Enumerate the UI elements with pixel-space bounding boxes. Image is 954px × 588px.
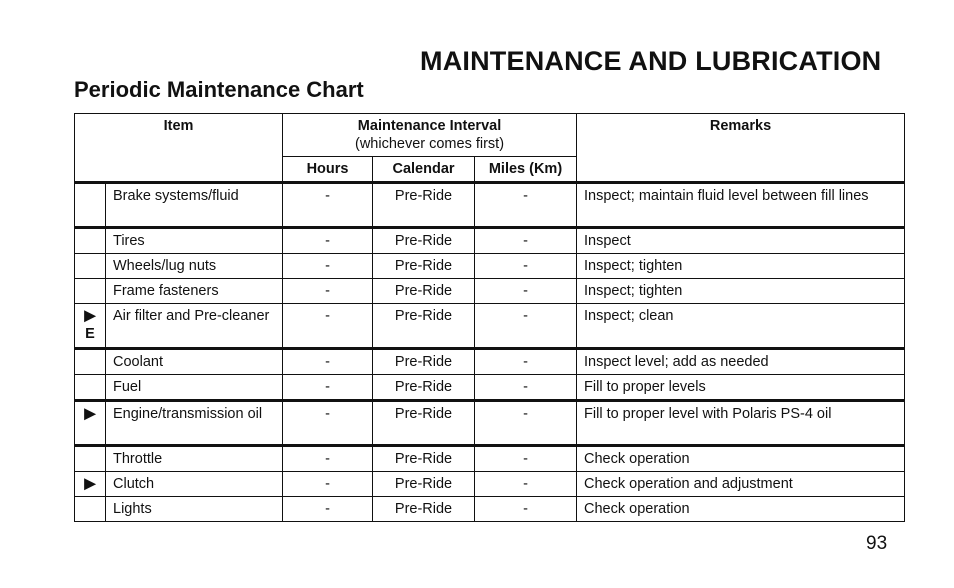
table-row: [75, 304, 905, 349]
table-row: [75, 401, 905, 446]
row-miles: -: [475, 279, 577, 304]
row-item: Throttle: [106, 446, 283, 472]
row-marker: [75, 228, 106, 254]
row-miles: -: [475, 183, 577, 228]
row-remarks: Inspect; clean: [577, 304, 905, 349]
row-miles: -: [475, 446, 577, 472]
row-calendar: Pre-Ride: [373, 304, 475, 349]
row-calendar: Pre-Ride: [373, 183, 475, 228]
row-remarks: Inspect; maintain fluid level between fill lines: [577, 183, 905, 228]
page-number: 93: [866, 533, 888, 554]
header-interval-note: (whichever comes first): [354, 136, 505, 152]
row-calendar: Pre-Ride: [373, 401, 475, 446]
row-item: Air filter and Pre-cleaner: [106, 304, 283, 349]
row-hours: -: [283, 183, 373, 228]
row-item: Tires: [106, 228, 283, 254]
row-hours: -: [283, 228, 373, 254]
e-marker: E: [85, 326, 95, 342]
row-remarks: Inspect; tighten: [577, 279, 905, 304]
row-remarks: Inspect: [577, 228, 905, 254]
row-miles: -: [475, 472, 577, 497]
row-hours: -: [283, 279, 373, 304]
row-calendar: Pre-Ride: [373, 375, 475, 401]
row-item: Frame fasteners: [106, 279, 283, 304]
header-interval-label: Maintenance Interval: [357, 118, 502, 134]
row-hours: -: [283, 349, 373, 375]
row-miles: -: [475, 349, 577, 375]
table-row: [75, 446, 905, 472]
row-miles: -: [475, 304, 577, 349]
table-row: [75, 472, 905, 497]
row-hours: -: [283, 304, 373, 349]
row-remarks: Inspect level; add as needed: [577, 349, 905, 375]
arrow-marker-icon: ▶: [84, 476, 96, 492]
table-row: [75, 254, 905, 279]
row-remarks: Check operation: [577, 446, 905, 472]
row-marker: [75, 254, 106, 279]
row-calendar: Pre-Ride: [373, 349, 475, 375]
row-item: Lights: [106, 497, 283, 522]
section-title: MAINTENANCE AND LUBRICATION: [420, 46, 882, 76]
table-row: [75, 349, 905, 375]
row-remarks: Fill to proper level with Polaris PS-4 oil: [577, 401, 905, 446]
header-hours: Hours: [283, 157, 373, 183]
row-remarks: Fill to proper levels: [577, 375, 905, 401]
row-hours: -: [283, 446, 373, 472]
row-item: Clutch: [106, 472, 283, 497]
table-row: [75, 183, 905, 228]
table-row: [75, 497, 905, 522]
chart-title: Periodic Maintenance Chart: [74, 77, 364, 102]
row-item: Coolant: [106, 349, 283, 375]
row-miles: -: [475, 497, 577, 522]
header-interval: [283, 114, 577, 157]
row-remarks: Check operation: [577, 497, 905, 522]
row-calendar: Pre-Ride: [373, 279, 475, 304]
row-marker: [75, 375, 106, 401]
row-calendar: Pre-Ride: [373, 228, 475, 254]
maintenance-table: [74, 113, 905, 522]
row-calendar: Pre-Ride: [373, 254, 475, 279]
arrow-marker-icon: ▶: [84, 406, 96, 422]
row-marker: [75, 349, 106, 375]
header-item: Item: [75, 114, 283, 183]
row-item: Fuel: [106, 375, 283, 401]
row-hours: -: [283, 375, 373, 401]
row-miles: -: [475, 228, 577, 254]
row-item: Wheels/lug nuts: [106, 254, 283, 279]
row-hours: -: [283, 254, 373, 279]
row-marker: [75, 183, 106, 228]
table-row: [75, 279, 905, 304]
row-marker: [75, 279, 106, 304]
row-marker: [75, 472, 106, 497]
row-marker: [75, 401, 106, 446]
row-calendar: Pre-Ride: [373, 472, 475, 497]
row-hours: -: [283, 497, 373, 522]
row-hours: -: [283, 401, 373, 446]
header-miles: Miles (Km): [475, 157, 577, 183]
row-marker: [75, 304, 106, 349]
table-row: [75, 228, 905, 254]
row-remarks: Inspect; tighten: [577, 254, 905, 279]
header-calendar: Calendar: [373, 157, 475, 183]
arrow-marker-icon: ▶: [84, 308, 96, 324]
row-calendar: Pre-Ride: [373, 497, 475, 522]
header-remarks: Remarks: [577, 114, 905, 183]
table-row: [75, 375, 905, 401]
row-remarks: Check operation and adjustment: [577, 472, 905, 497]
row-miles: -: [475, 375, 577, 401]
row-miles: -: [475, 401, 577, 446]
row-item: Engine/transmission oil: [106, 401, 283, 446]
row-calendar: Pre-Ride: [373, 446, 475, 472]
row-marker: [75, 446, 106, 472]
row-marker: [75, 497, 106, 522]
row-item: Brake systems/fluid: [106, 183, 283, 228]
row-hours: -: [283, 472, 373, 497]
row-miles: -: [475, 254, 577, 279]
